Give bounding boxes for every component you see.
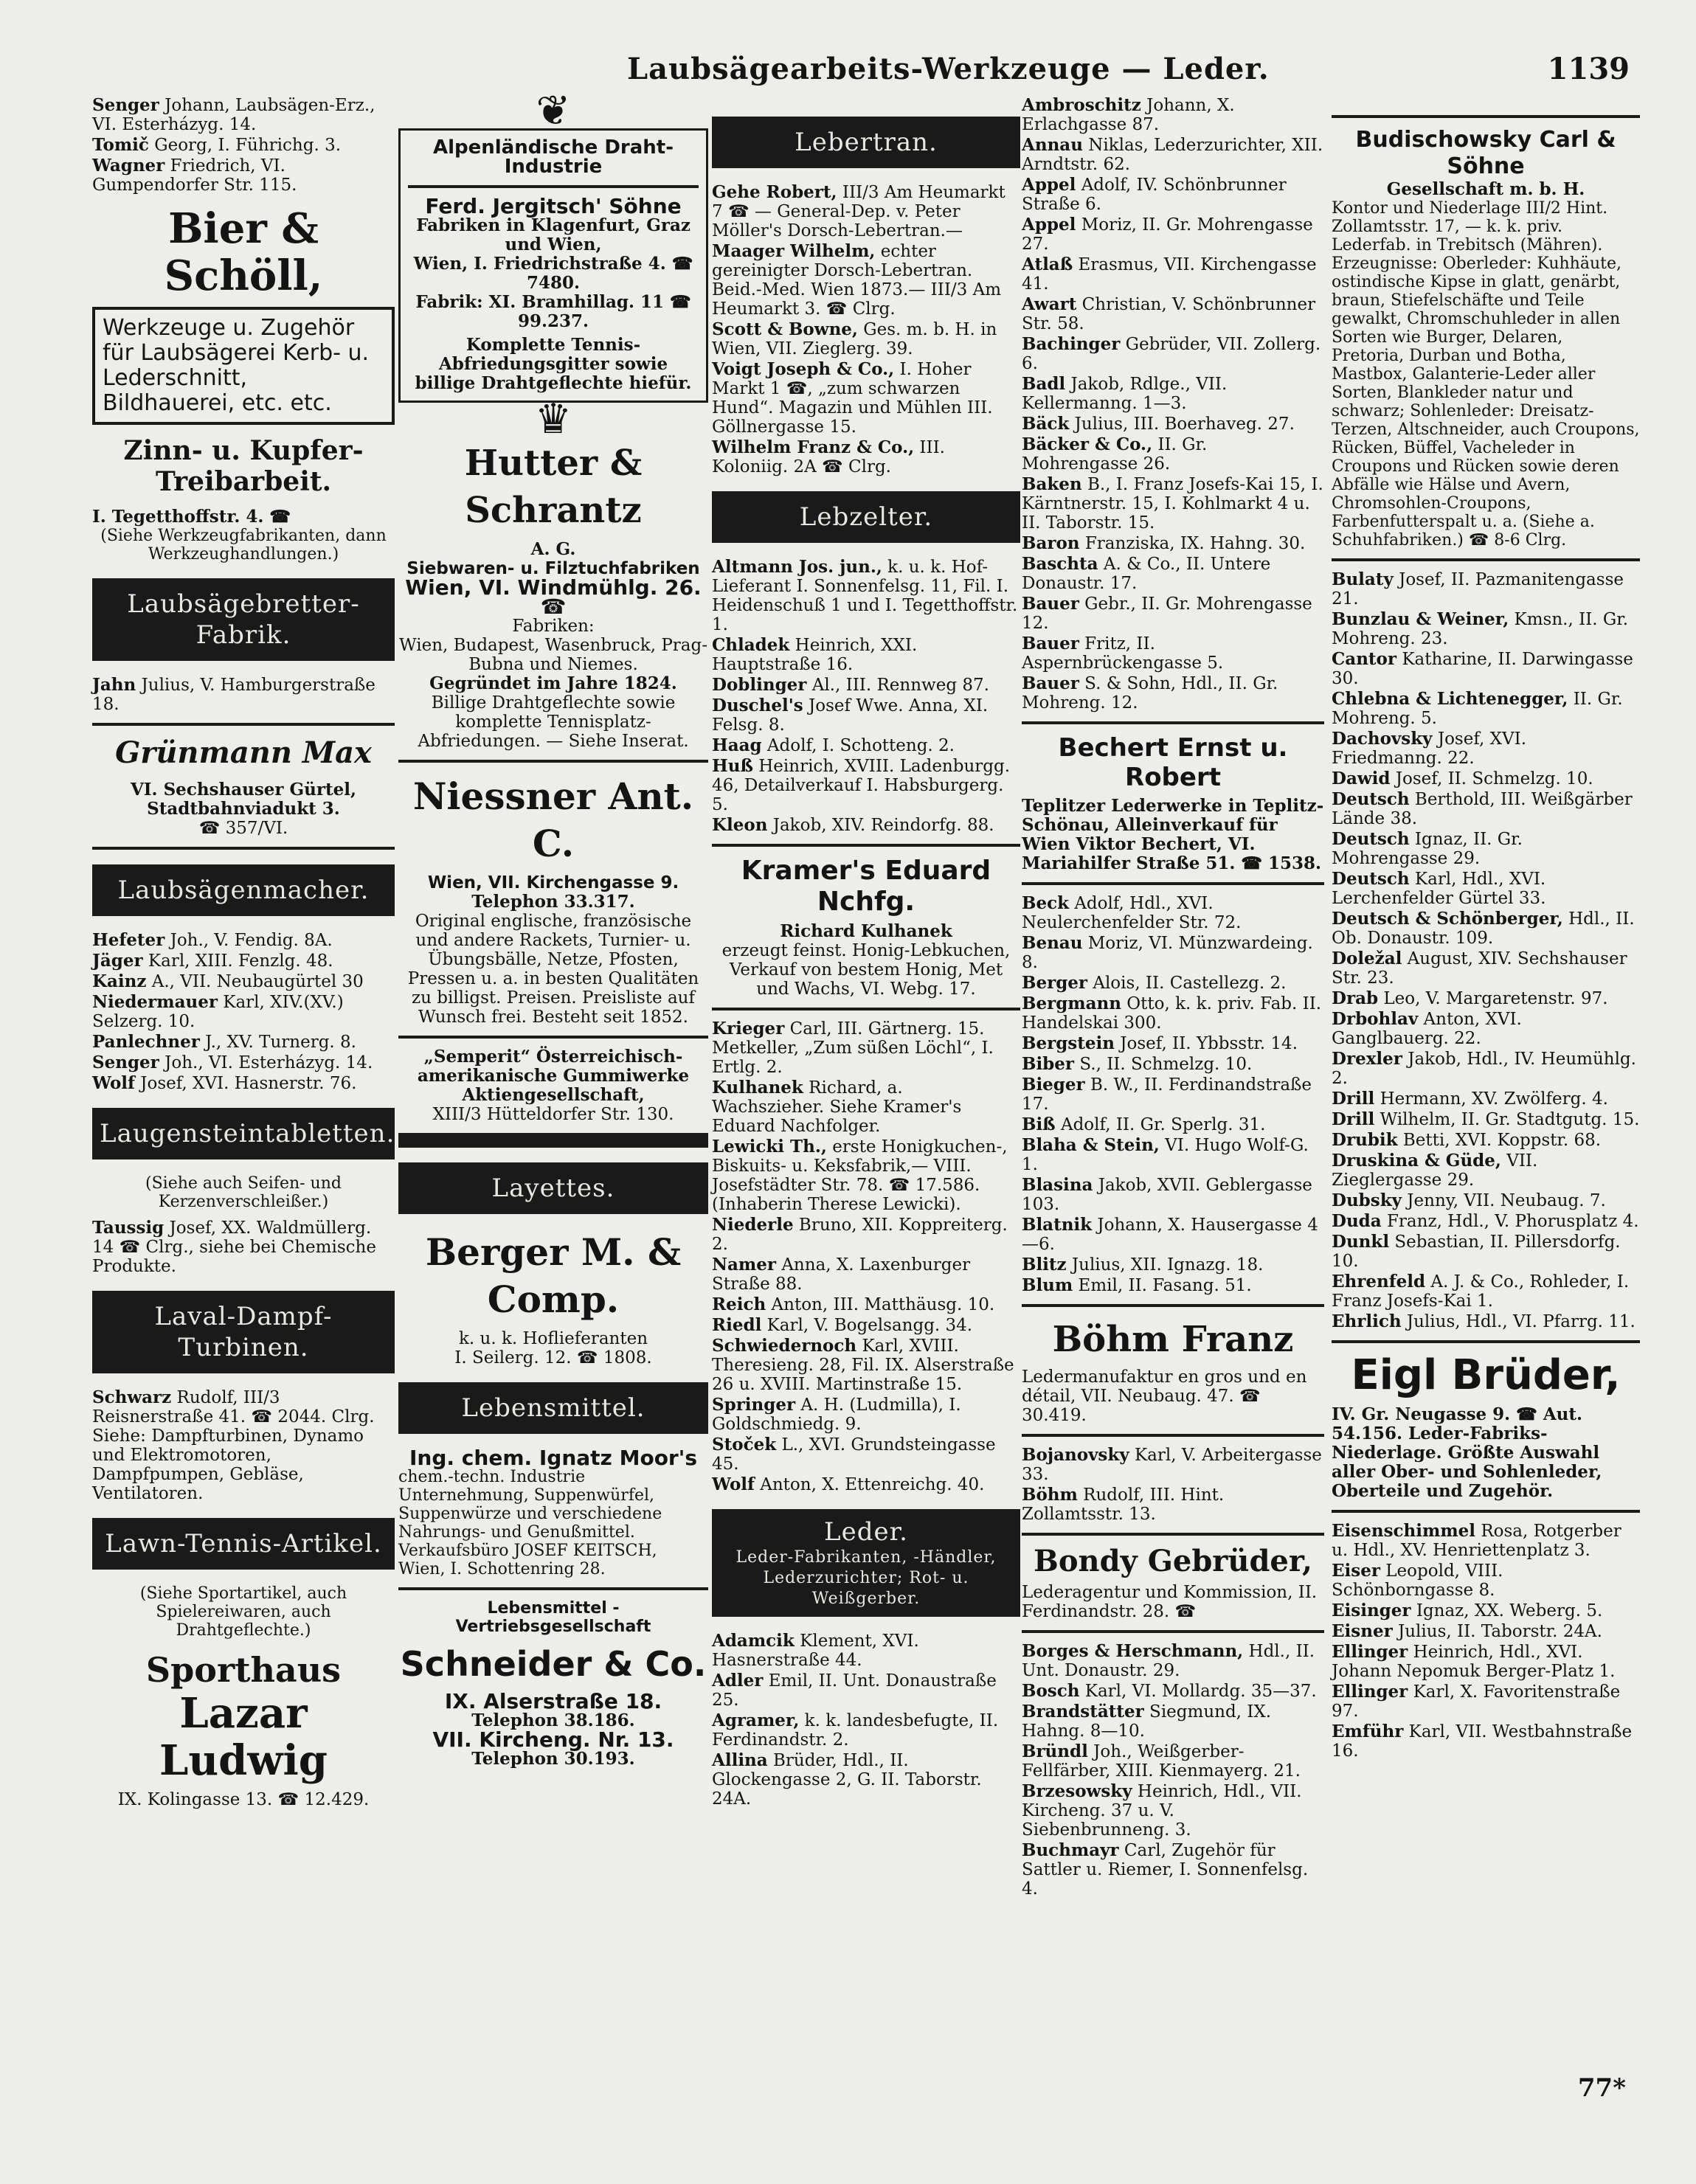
list-item: Kleon Jakob, XIV. Reindorfg. 88. [712, 815, 994, 835]
advert-title: Sporthaus [145, 1650, 342, 1690]
advert-text: Teplitzer Lederwerke in Teplitz-Schönau, Alleinverkauf für Wien Viktor Bechert, VI. Mariahilfer Straße 51. ☎ 1538. [1022, 796, 1324, 873]
list-item: Drill Wilhelm, II. Gr. Stadtgutg. 15. [1332, 1109, 1640, 1129]
column-5 [1332, 96, 1640, 1762]
divider [1022, 1434, 1324, 1437]
entry-list [1022, 1642, 1324, 1899]
section-banner: Layettes. [398, 1162, 708, 1214]
divider [1022, 1630, 1324, 1633]
entry-list [712, 1632, 1020, 1809]
list-item: Taussig Josef, XX. Waldmüllerg. 14 ☎ Clrg., siehe bei Chemische Produkte. [92, 1218, 376, 1276]
list-item: Deutsch Berthold, III. Weißgärber Lände 38. [1332, 789, 1633, 828]
list-item: Stoček L., XVI. Grundsteingasse 45. [712, 1435, 996, 1474]
list-item: Badl Jakob, Rdlge., VII. Kellermanng. 1—3. [1022, 374, 1228, 413]
list-item: Bunzlau & Weiner, Kmsn., II. Gr. Mohreng. 23. [1332, 609, 1629, 648]
advert-title: Ing. chem. Ignatz Moor's [409, 1446, 697, 1470]
list-item: Berger Alois, II. Castellezg. 2. [1022, 973, 1287, 993]
list-item: Wolf Josef, XVI. Hasnerstr. 76. [92, 1073, 357, 1093]
page-number: 1139 [1547, 52, 1630, 86]
list-item: Niedermauer Karl, XIV.(XV.) Selzerg. 10. [92, 992, 344, 1031]
cross-reference: (Siehe Sportartikel, auch Spielereiwaren, auch Drahtgeflechte.) [139, 1584, 347, 1640]
list-item: Druskina & Güde, VII. Zieglergasse 29. [1332, 1151, 1538, 1190]
list-item: Dunkl Sebastian, II. Pillersdorfg. 10. [1332, 1232, 1621, 1271]
list-item: Ehrlich Julius, Hdl., VI. Pfarrg. 11. [1332, 1311, 1636, 1331]
advert-owner: Richard Kulhanek [780, 921, 952, 941]
divider [1332, 1340, 1640, 1343]
list-item: Atlaß Erasmus, VII. Kirchengasse 41. [1022, 254, 1317, 294]
divider [398, 760, 708, 763]
list-item: Blitz Julius, XII. Ignazg. 18. [1022, 1255, 1264, 1275]
entry-list [92, 96, 395, 195]
eagle-ornament-icon: ❦ [536, 87, 571, 135]
list-item: Chlebna & Lichtenegger, II. Gr. Mohreng. 5. [1332, 689, 1623, 728]
section-banner: Lebertran. [712, 117, 1020, 168]
list-item: Chladek Heinrich, XXI. Hauptstraße 16. [712, 635, 918, 674]
advert-name: Lazar Ludwig [159, 1689, 328, 1785]
entry-list [1332, 570, 1640, 1331]
advert-text: Gegründet im Jahre 1824. [429, 673, 677, 693]
advert-phone: Telephon 30.193. [471, 1749, 635, 1769]
advert-address: VII. Kircheng. Nr. 13. [432, 1727, 674, 1752]
list-item: Ehrenfeld A. J. & Co., Rohleder, I. Franz Josefs-Kai 1. [1332, 1272, 1630, 1311]
advert-address: IX. Alserstraße 18. [444, 1689, 662, 1713]
advert-title: Niessner Ant. C. [412, 774, 694, 865]
column-2 [398, 87, 708, 1769]
list-item: Bojanovsky Karl, V. Arbeitergasse 33. [1022, 1445, 1322, 1484]
list-item: Tomič Georg, I. Führichg. 3. [92, 135, 342, 155]
section-banner: Lebensmittel. [398, 1382, 708, 1434]
section-banner: Lawn-Tennis-Artikel. [92, 1518, 395, 1570]
list-item: Appel Adolf, IV. Schönbrunner Straße 6. [1022, 175, 1287, 214]
list-item: Senger Joh., VI. Esterházyg. 14. [92, 1053, 373, 1072]
entry-list [712, 183, 1020, 476]
list-item: Appel Moriz, II. Gr. Mohrengasse 27. [1022, 215, 1313, 254]
section-banner: Lebzelter. [712, 491, 1020, 543]
advert-title: Bondy Gebrüder, [1034, 1544, 1312, 1578]
list-item: Blasina Jakob, XVII. Geblergasse 103. [1022, 1175, 1312, 1214]
advert-address: Wien, VII. Kirchengasse 9. [427, 873, 679, 892]
list-item: Duschel's Josef Wwe. Anna, XI. Felsg. 8. [712, 696, 989, 735]
list-item: Maager Wilhelm, echter gereinigter Dorsch-Lebertran. Beid.-Med. Wien 1873.— III/3 Am Heumarkt 3. ☎ Clrg. [712, 241, 1002, 319]
advert-firm: Ferd. Jergitsch' Söhne [425, 194, 682, 218]
list-item: Annau Niklas, Lederzurichter, XII. Arndtstr. 62. [1022, 135, 1323, 174]
divider [398, 1587, 708, 1590]
divider [712, 844, 1020, 847]
advert-text: IV. Gr. Neugasse 9. ☎ Aut. 54.156. Leder-Fabriks-Niederlage. Größte Auswahl aller Ober- und Sohlenleder, Oberteile und Zugehör. [1332, 1404, 1602, 1501]
advert-text: Komplette Tennis-Abfriedungsgitter sowie billige Drahtgeflechte hiefür. [415, 335, 692, 393]
divider [1332, 1510, 1640, 1513]
advert-phone: Telephon 33.317. [471, 892, 635, 912]
advert-title: „Semperit“ Österreichisch-amerikanische Gummiwerke Aktiengesellschaft, [417, 1047, 690, 1105]
list-item: Beck Adolf, Hdl., XVI. Neulerchenfelder Str. 72. [1022, 893, 1242, 932]
list-item: Dubsky Jenny, VII. Neubaug. 7. [1332, 1190, 1606, 1210]
list-item: Adamcik Klement, XVI. Hasnerstraße 44. [712, 1631, 919, 1670]
list-item: Reich Anton, III. Matthäusg. 10. [712, 1294, 995, 1314]
advert-text: Wien, Budapest, Wasenbruck, Prag-Bubna und Niemes. [398, 636, 708, 674]
divider [1022, 1304, 1324, 1307]
list-item: Cantor Katharine, II. Darwingasse 30. [1332, 649, 1633, 688]
list-item: Bauer Fritz, II. Aspernbrückengasse 5. [1022, 634, 1224, 673]
list-item: Awart Christian, V. Schönbrunner Str. 58. [1022, 294, 1316, 333]
entry-list [92, 931, 395, 1093]
advert-title: Bier & Schöll, [164, 204, 323, 300]
list-item: Baron Franziska, IX. Hahng. 30. [1022, 533, 1306, 553]
list-item: Ellinger Heinrich, Hdl., XVI. Johann Nepomuk Berger-Platz 1. [1332, 1642, 1616, 1681]
list-item: Hefeter Joh., V. Fendig. 8A. [92, 930, 333, 950]
advert-text: k. u. k. Hoflieferanten [458, 1329, 648, 1348]
list-item: Senger Johann, Laubsägen-Erz., VI. Esterházyg. 14. [92, 95, 375, 134]
list-item: Voigt Joseph & Co., I. Hoher Markt 1 ☎, „zum schwarzen Hund“. Magazin und Mühlen III. Göllnergasse 15. [712, 359, 993, 437]
list-item: Biß Adolf, II. Gr. Sperlg. 31. [1022, 1114, 1266, 1134]
section-banner: Laubsägebretter-Fabrik. [92, 578, 395, 661]
list-item: Agramer, k. k. landesbefugte, II. Ferdinandstr. 2. [712, 1710, 999, 1750]
list-item: Panlechner J., XV. Turnerg. 8. [92, 1032, 356, 1052]
advert-title: Grünmann Max [115, 735, 372, 770]
list-item: Namer Anna, X. Laxenburger Straße 88. [712, 1255, 971, 1294]
list-item: Bäck Julius, III. Boerhaveg. 27. [1022, 414, 1295, 434]
list-item: Krieger Carl, III. Gärtnerg. 15. Metkeller, „Zum süßen Löchl“, I. Ertlg. 2. [712, 1019, 994, 1077]
column-1 [92, 96, 395, 1809]
divider [92, 723, 395, 726]
list-item: Dachovsky Josef, XVI. Friedmanng. 22. [1332, 729, 1527, 768]
list-item: Jäger Karl, XIII. Fenzlg. 48. [92, 951, 333, 971]
list-item: Buchmayr Carl, Zugehör für Sattler u. Riemer, I. Sonnenfelsg. 4. [1022, 1840, 1309, 1899]
list-item: Biber S., II. Schmelzg. 10. [1022, 1054, 1253, 1074]
section-banner [712, 1509, 1020, 1617]
advert-text: Ledermanufaktur en gros und en détail, VII. Neubaug. 47. ☎ 30.419. [1022, 1367, 1307, 1425]
advert-title: Böhm Franz [1052, 1319, 1294, 1360]
advert-text: Siebwaren- u. Filztuchfabriken [406, 559, 700, 578]
list-item: Böhm Rudolf, III. Hint. Zollamtsstr. 13. [1022, 1485, 1225, 1524]
list-item: Kainz A., VII. Neubaugürtel 30 [92, 971, 364, 991]
advert-text: Original englische, französische und andere Rackets, Turnier- u. Übungsbälle, Netze, Pfosten, Pressen u. a. in besten Qualitäten zu billigst. Preisen. Preisliste auf Wunsch frei. Besteht seit 1852. [407, 912, 699, 1027]
entry-list [1022, 96, 1324, 713]
advert-logo-box: Werkzeuge u. Zugehör für Laubsägerei Kerb- u. Lederschnitt, Bildhauerei, etc. etc. [92, 307, 395, 425]
list-item: Bergmann Otto, k. k. priv. Fab. II. Handelskai 300. [1022, 994, 1322, 1033]
list-item: Altmann Jos. jun., k. u. k. Hof-Lieferant I. Sonnenfelsg. 11, Fil. I. Heidenschuß 1 und I. Tegetthoffstr. 1. [712, 557, 1018, 634]
list-item: Drab Leo, V. Margaretenstr. 97. [1332, 988, 1608, 1008]
column-4 [1022, 96, 1324, 1900]
section-banner-subtitle: Leder-Fabrikanten, -Händler, Lederzurichter; Rot- u. Weißgerber. [735, 1548, 997, 1608]
advert-phone: ☎ 357/VI. [198, 819, 288, 838]
advert-text: Fabriken in Klagenfurt, Graz und Wien, [416, 215, 690, 254]
advert-text: chem.-techn. Industrie Unternehmung, Suppenwürfel, Suppenwürze und verschiedene Nahrungs- und Genußmittel. Verkaufsbüro JOSEF KEITSCH, Wien, I. Schottenring 28. [398, 1468, 662, 1578]
list-item: Springer A. H. (Ludmilla), I. Goldschmiedg. 9. [712, 1395, 961, 1434]
divider [92, 847, 395, 850]
list-item: Doležal August, XIV. Sechshauser Str. 23. [1332, 949, 1627, 988]
list-item: Drbohlav Anton, XVI. Ganglbauerg. 22. [1332, 1009, 1522, 1048]
advert-title: Berger M. & Comp. [425, 1230, 682, 1321]
divider [712, 1008, 1020, 1010]
list-item: Drexler Jakob, Hdl., IV. Heumühlg. 2. [1332, 1049, 1636, 1088]
list-item: Drubik Betti, XVI. Koppstr. 68. [1332, 1130, 1602, 1150]
list-item: Bauer Gebr., II. Gr. Mohrengasse 12. [1022, 594, 1312, 633]
list-item: Baschta A. & Co., II. Untere Donaustr. 17. [1022, 554, 1271, 593]
divider [398, 1036, 708, 1039]
list-item: Wilhelm Franz & Co., III. Koloniig. 2A ☎ Clrg. [712, 437, 945, 476]
list-item: Dawid Josef, II. Schmelzg. 10. [1332, 769, 1593, 788]
list-item: Bieger B. W., II. Ferdinandstraße 17. [1022, 1075, 1312, 1114]
list-item: Borges & Herschmann, Hdl., II. Unt. Donaustr. 29. [1022, 1641, 1315, 1680]
list-item: Bosch Karl, VI. Mollardg. 35—37. [1022, 1681, 1317, 1701]
divider [1022, 721, 1324, 724]
advert-address: IX. Kolingasse 13. ☎ 12.429. [117, 1790, 370, 1809]
list-item: Ellinger Karl, X. Favoritenstraße 97. [1332, 1682, 1621, 1721]
divider [1022, 1533, 1324, 1536]
advert-text: Fabriken: [512, 617, 595, 636]
list-item: Emführ Karl, VII. Westbahnstraße 16. [1332, 1722, 1633, 1761]
advert-title: Schneider & Co. [400, 1644, 707, 1684]
advert-title: Eigl Brüder, [1351, 1351, 1621, 1399]
list-item: Lewicki Th., erste Honigkuchen-, Biskuits- u. Keksfabrik,— VIII. Josefstädter Str. 78. ☎ 17.586. (Inhaberin Therese Lewicki). [712, 1137, 1008, 1214]
list-item: Bergstein Josef, II. Ybbsstr. 14. [1022, 1033, 1298, 1053]
list-item: Brandstätter Siegmund, IX. Hahng. 8—10. [1022, 1702, 1272, 1741]
list-item: Doblinger Al., III. Rennweg 87. [712, 675, 989, 695]
advert-title: Hutter & Schrantz [464, 443, 643, 531]
entry-list [1332, 1522, 1640, 1761]
list-item: Brzesowsky Heinrich, Hdl., VII. Kircheng. 37 u. V. Siebenbrunneng. 3. [1022, 1781, 1302, 1840]
signature-mark: 77* [1577, 2073, 1626, 2103]
advert-title: Budischowsky Carl & Söhne [1355, 127, 1616, 179]
advert-text: Kontor und Niederlage III/2 Hint. Zollamtsstr. 17, — k. k. priv. Lederfab. in Trebitsch (Mähren). Erzeugnisse: Oberleder: Kuhhäute, ostindische Kipse in glatt, genärbt, braun, Stiefelschäfte und Teile gewalkt, Chromschuhleder in allen Sorten wie Burger, Delaren, Pretoria, Durban und Botha, Mastbox, Galanterie-Leder aller Sorten, Blankleder natur und schwarz; Sohlenleder: Dreisatz-Terzen, Altschneider, auch Croupons, Rücken, Büffel, Vacheleder in Croupons und Rücken sowie deren Abfälle wie Hälse und Avern, Chromsohlen-Croupons, Farbenfutterspalt u. a. (Siehe a. Schuhfabriken.) ☎ 8-6 Clrg. [1332, 199, 1640, 550]
list-item: Blaha & Stein, VI. Hugo Wolf-G. 1. [1022, 1135, 1309, 1174]
list-item: Schwiedernoch Karl, XVIII. Theresieng. 28, Fil. IX. Alserstraße 26 u. XVIII. Martinstraße 15. [712, 1336, 1014, 1394]
list-item: Bründl Joh., Weißgerber-Fellfärber, XIII. Kienmayerg. 21. [1022, 1741, 1301, 1781]
advert-text: erzeugt feinst. Honig-Lebkuchen, Verkauf von bestem Honig, Met und Wachs, VI. Webg. 17. [721, 941, 1011, 999]
list-item: Eisner Julius, II. Taborstr. 24A. [1332, 1621, 1602, 1641]
advert-address: VI. Sechshauser Gürtel, Stadtbahnviadukt 3. [130, 780, 357, 819]
list-item: Jahn Julius, V. Hamburgerstraße 18. [92, 675, 375, 714]
section-banner-title: Leder. [824, 1517, 908, 1547]
list-item: Scott & Bowne, Ges. m. b. H. in Wien, VII. Zieglerg. 39. [712, 319, 997, 358]
eagle-crest-icon: ♛ [534, 395, 572, 443]
divider [1332, 558, 1640, 561]
divider [408, 185, 699, 188]
list-item: Kulhanek Richard, a. Wachszieher. Siehe Kramer's Eduard Nachfolger. [712, 1078, 962, 1136]
list-item: Eisenschimmel Rosa, Rotgerber u. Hdl., XV. Henriettenplatz 3. [1332, 1521, 1621, 1560]
entry-list [1022, 1446, 1324, 1524]
list-item: Riedl Karl, V. Bogelsangg. 34. [712, 1315, 973, 1335]
advert-subtitle: A. G. [530, 539, 576, 559]
entry-list [712, 558, 1020, 835]
list-item: Deutsch Karl, Hdl., XVI. Lerchenfelder Gürtel 33. [1332, 869, 1546, 908]
entry-list [1022, 894, 1324, 1295]
list-item: Allina Brüder, Hdl., II. Glockengasse 2, G. II. Taborstr. 24A. [712, 1750, 982, 1809]
list-item: Adler Emil, II. Unt. Donaustraße 25. [712, 1671, 997, 1710]
list-item: Wagner Friedrich, VI. Gumpendorfer Str. 115. [92, 156, 297, 195]
list-item: Ambroschitz Johann, X. Erlachgasse 87. [1022, 95, 1235, 134]
advert-phone: Telephon 38.186. [471, 1710, 635, 1730]
list-item: Schwarz Rudolf, III/3 Reisnerstraße 41. ☎ 2044. Clrg. Siehe: Dampfturbinen, Dynamo und Elektromotoren, Dampfpumpen, Gebläse, Ventilatoren. [92, 1387, 375, 1503]
cross-reference: (Siehe Werkzeugfabrikanten, dann Werkzeughandlungen.) [100, 527, 387, 564]
list-item: Bauer S. & Sohn, Hdl., II. Gr. Mohreng. 12. [1022, 673, 1278, 713]
list-item: Blum Emil, II. Fasang. 51. [1022, 1275, 1252, 1295]
advert-subtitle: Gesellschaft m. b. H. [1386, 179, 1585, 199]
list-item: Gehe Robert, III/3 Am Heumarkt 7 ☎ — General-Dep. v. Peter Möller's Dorsch-Lebertran.— [712, 182, 1006, 240]
advert-text: Billige Drahtgeflechte sowie komplette Tennisplatz-Abfriedungen. — Siehe Inserat. [418, 693, 689, 751]
advert-title: Alpenländische Draht-Industrie [432, 136, 674, 178]
list-item: Wolf Anton, X. Ettenreichg. 40. [712, 1474, 985, 1494]
advert-text: Lederagentur und Kommission, II. Ferdinandstr. 28. ☎ [1022, 1583, 1318, 1621]
ornamental-border [398, 1133, 708, 1148]
divider [1022, 882, 1324, 885]
advert-title: Bechert Ernst u. Robert [1058, 733, 1288, 792]
list-item: Huß Heinrich, XVIII. Ladenburgg. 46, Detailverkauf I. Habsburgerg. 5. [712, 756, 1011, 814]
list-item: Eiser Leopold, VIII. Schönborngasse 8. [1332, 1561, 1503, 1600]
list-item: Bulaty Josef, II. Pazmanitengasse 21. [1332, 569, 1624, 609]
divider [1332, 115, 1640, 118]
list-item: Benau Moriz, VI. Münzwardeing. 8. [1022, 933, 1313, 972]
section-banner: Laval-Dampf-Turbinen. [92, 1291, 395, 1373]
section-banner: Laugensteintabletten. [92, 1108, 395, 1159]
list-item: Bachinger Gebrüder, VII. Zollerg. 6. [1022, 334, 1321, 373]
list-item: Deutsch & Schönberger, Hdl., II. Ob. Donaustr. 109. [1332, 909, 1635, 948]
advert-address: I. Seilerg. 12. ☎ 1808. [454, 1348, 652, 1367]
list-item: Haag Adolf, I. Schotteng. 2. [712, 735, 955, 755]
advert-box [398, 128, 708, 403]
list-item: Baken B., I. Franz Josefs-Kai 15, I. Kärntnerstr. 15, I. Kohlmarkt 4 u. II. Taborstr. 15. [1022, 474, 1323, 533]
entry-list [712, 1019, 1020, 1494]
cross-reference: (Siehe auch Seifen- und Kerzenverschleißer.) [145, 1174, 342, 1211]
list-item: Bäcker & Co., II. Gr. Mohrengasse 26. [1022, 434, 1208, 474]
list-item: Drill Hermann, XV. Zwölferg. 4. [1332, 1089, 1608, 1109]
list-item: Duda Franz, Hdl., V. Phorusplatz 4. [1332, 1211, 1639, 1231]
advert-address: I. Tegetthoffstr. 4. ☎ [92, 507, 291, 527]
list-item: Eisinger Ignaz, XX. Weberg. 5. [1332, 1601, 1603, 1620]
advert-address: Wien, I. Friedrichstraße 4. ☎ 7480. [413, 254, 693, 293]
list-item: Niederle Bruno, XII. Koppreiterg. 2. [712, 1215, 1008, 1254]
advert-title: Kramer's Eduard Nchfg. [741, 856, 991, 917]
advert-header: Lebensmittel - Vertriebsgesellschaft [455, 1599, 651, 1636]
advert-address: XIII/3 Hütteldorfer Str. 130. [432, 1105, 674, 1124]
advert-address: Wien, VI. Windmühlg. 26. ☎ [405, 575, 702, 619]
list-item: Deutsch Ignaz, II. Gr. Mohrengasse 29. [1332, 829, 1523, 868]
advert-subtitle: Zinn- u. Kupfer-Treibarbeit. [123, 435, 364, 497]
list-item: Blatnik Johann, X. Hausergasse 4—6. [1022, 1215, 1318, 1254]
advert-address: Fabrik: XI. Bramhillag. 11 ☎ 99.237. [415, 292, 691, 331]
page-title: Laubsägearbeits-Werkzeuge — Leder. [627, 52, 1270, 86]
column-3 [712, 96, 1020, 1810]
section-banner: Laubsägenmacher. [92, 864, 395, 916]
